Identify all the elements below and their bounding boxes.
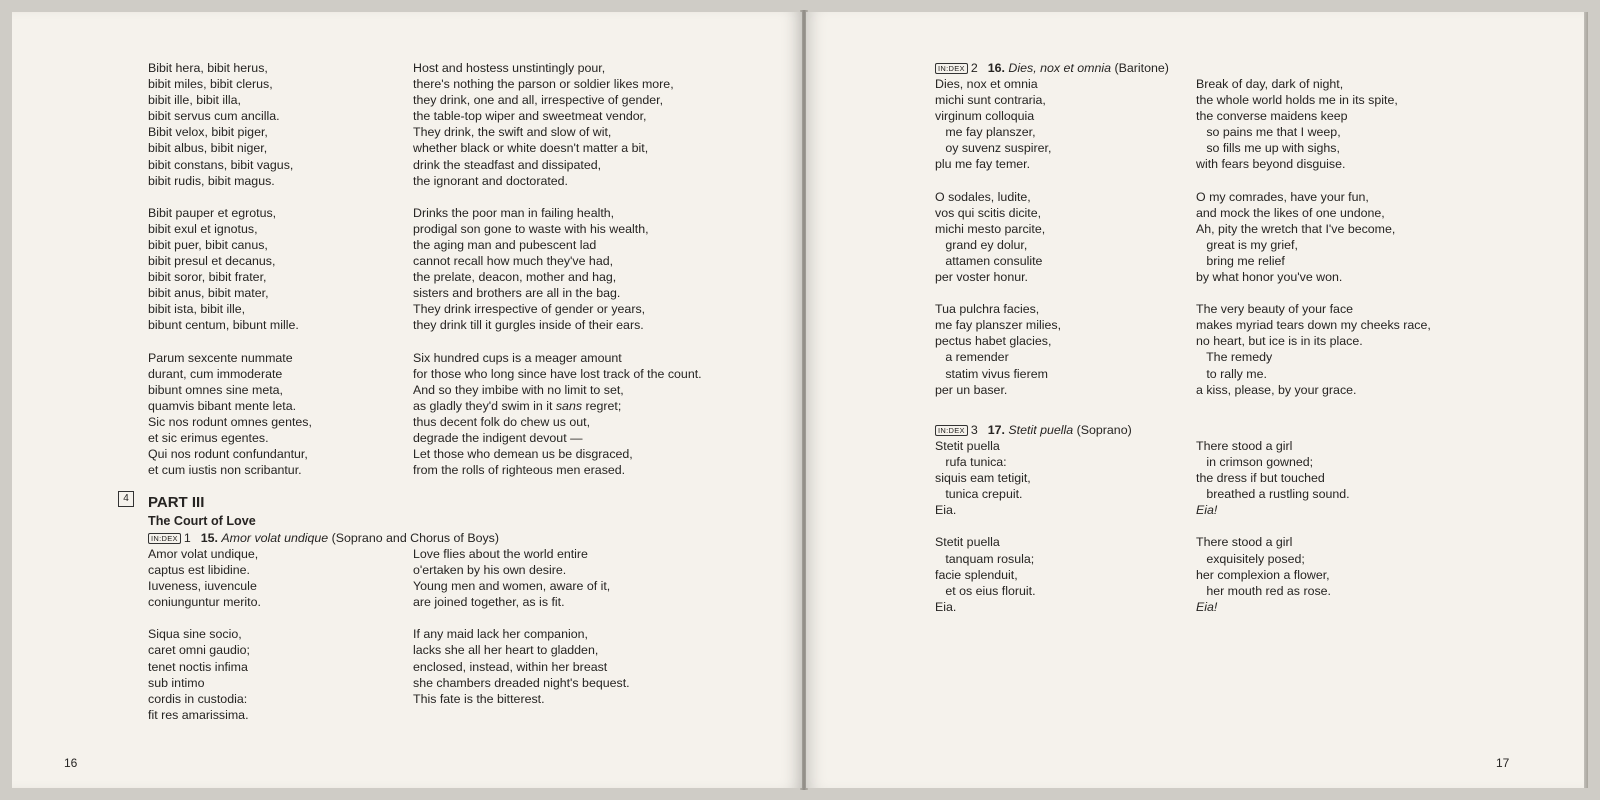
stanza: [935, 189, 1061, 286]
verse-line: and mock the likes of one undone,: [1196, 205, 1385, 220]
right-page: [806, 12, 1584, 788]
stanza: [148, 60, 312, 189]
verse-line: siquis eam tetigit,: [935, 471, 1031, 486]
verse-line: bibit constans, bibit vagus,: [148, 157, 294, 172]
verse-line: et sic erimus egentes.: [148, 430, 269, 445]
verse-line: coniunguntur merito.: [148, 595, 261, 610]
verse-line: Iuveness, iuvencule: [148, 579, 257, 594]
verse-line: the prelate, deacon, mother and hag,: [413, 270, 617, 285]
verse-line: bibunt omnes sine meta,: [148, 382, 283, 397]
track-performers: (Soprano): [1076, 423, 1132, 437]
song-17-latin-column: [935, 438, 1036, 615]
verse-line: bibit ille, bibit illa,: [148, 93, 241, 108]
verse-line: durant, cum immoderate: [148, 366, 283, 381]
verse-line: bibit albus, bibit niger,: [148, 141, 268, 156]
track-title: Dies, nox et omnia: [1008, 61, 1112, 75]
verse-line: the aging man and pubescent lad: [413, 237, 597, 252]
verse-line: tenet noctis infima: [148, 659, 248, 674]
verse-line: thus decent folk do chew us out,: [413, 414, 591, 429]
verse-line: Eia.: [935, 503, 957, 518]
verse-line: Siqua sine socio,: [148, 627, 242, 642]
verse-line: she chambers dreaded night's bequest.: [413, 675, 630, 690]
left-latin-column: [148, 60, 312, 478]
verse-line: Stetit puella: [935, 535, 1000, 550]
verse-line: bibunt centum, bibunt mille.: [148, 318, 299, 333]
verse-line: drink the steadfast and dissipated,: [413, 157, 602, 172]
verse-line: There stood a girl: [1196, 439, 1293, 453]
verse-line: facie splenduit,: [935, 567, 1018, 582]
part-number-box: 4: [118, 491, 134, 507]
left-page: [12, 12, 802, 788]
track-number: 16.: [987, 61, 1005, 75]
verse-line: Tua pulchra facies,: [935, 302, 1040, 317]
verse-line: cannot recall how much they've had,: [413, 254, 614, 269]
track-title: Stetit puella: [1008, 423, 1074, 437]
track-15-heading: [148, 530, 499, 546]
verse-line: with fears beyond disguise.: [1196, 157, 1346, 172]
track-performers: (Baritone): [1114, 61, 1169, 75]
verse-line: O sodales, ludite,: [935, 189, 1031, 204]
verse-line: so fills me up with sighs,: [1196, 141, 1340, 156]
verse-line: vos qui scitis dicite,: [935, 205, 1042, 220]
verse-line: Amor volat undique,: [148, 547, 259, 561]
verse-line: the table-top wiper and sweetmeat vendor,: [413, 109, 647, 124]
verse-line: O my comrades, have your fun,: [1196, 189, 1369, 204]
verse-line: me fay planszer milies,: [935, 318, 1062, 333]
page-number-left: 16: [64, 756, 78, 770]
part-title: PART III: [148, 494, 205, 511]
verse-line: bring me relief: [1196, 253, 1285, 268]
verse-line: bibit puer, bibit canus,: [148, 237, 268, 252]
verse-line: michi sunt contraria,: [935, 93, 1046, 108]
stanza: [1196, 189, 1431, 286]
track-number: 15.: [200, 531, 218, 545]
verse-line: Drinks the poor man in failing health,: [413, 205, 615, 220]
verse-line: Parum sexcente nummate: [148, 350, 293, 365]
verse-line: the dress if but touched: [1196, 471, 1325, 486]
verse-line: as gladly they'd swim in it sans regret;: [413, 398, 622, 413]
track-17-heading: [935, 422, 1132, 438]
verse-line: bibit miles, bibit clerus,: [148, 77, 273, 92]
verse-line: et cum iustis non scribantur.: [148, 463, 302, 478]
verse-line: per voster honur.: [935, 270, 1028, 285]
verse-line: by what honor you've won.: [1196, 270, 1343, 285]
verse-line: Six hundred cups is a meager amount: [413, 350, 622, 365]
verse-line: sisters and brothers are all in the bag.: [413, 286, 621, 301]
verse-line: fit res amarissima.: [148, 707, 249, 722]
verse-line: Eia!: [1196, 503, 1218, 518]
verse-line: a remender: [935, 350, 1009, 365]
stanza: [148, 626, 261, 723]
verse-line: quamvis bibant mente leta.: [148, 398, 297, 413]
verse-line: tanquam rosula;: [935, 551, 1035, 566]
stanza: [1196, 301, 1431, 398]
index-marker-icon: IN:DEX: [935, 63, 968, 74]
stanza: [148, 546, 261, 610]
verse-line: no heart, but ice is in its place.: [1196, 334, 1363, 349]
verse-line: bibit exul et ignotus,: [148, 221, 258, 236]
verse-line: the converse maidens keep: [1196, 109, 1348, 124]
verse-line: attamen consulite: [935, 253, 1043, 268]
verse-line: Bibit velox, bibit piger,: [148, 125, 268, 140]
verse-line: so pains me that I weep,: [1196, 125, 1341, 140]
part-subtitle: The Court of Love: [148, 514, 256, 528]
stanza: [935, 534, 1036, 614]
verse-line: bibit soror, bibit frater,: [148, 270, 267, 285]
track-number: 17.: [987, 423, 1005, 437]
verse-line: And so they imbibe with no limit to set,: [413, 382, 624, 397]
left-english-column: [413, 60, 702, 478]
verse-line: a kiss, please, by your grace.: [1196, 382, 1357, 397]
verse-line: are joined together, as is fit.: [413, 595, 565, 610]
verse-line: breathed a rustling sound.: [1196, 487, 1350, 502]
track-title: Amor volat undique: [221, 531, 329, 545]
verse-line: If any maid lack her companion,: [413, 627, 588, 642]
index-marker-icon: IN:DEX: [935, 425, 968, 436]
verse-line: michi mesto parcite,: [935, 221, 1046, 236]
verse-line: bibit presul et decanus,: [148, 254, 276, 269]
stanza: [1196, 534, 1350, 614]
verse-line: to rally me.: [1196, 366, 1267, 381]
verse-line: for those who long since have lost track of the count.: [413, 366, 702, 381]
verse-line: there's nothing the parson or soldier likes more,: [413, 77, 674, 92]
index-number: 1: [183, 531, 191, 545]
index-number: 3: [970, 423, 978, 437]
index-number: 2: [970, 61, 978, 75]
verse-line: Bibit pauper et egrotus,: [148, 205, 277, 220]
stanza: [148, 350, 312, 479]
verse-line: oy suvenz suspirer,: [935, 141, 1052, 156]
verse-line: They drink irrespective of gender or years,: [413, 302, 646, 317]
verse-line: me fay planszer,: [935, 125, 1036, 140]
stanza: [935, 76, 1061, 173]
stanza: [413, 350, 702, 479]
verse-line: in crimson gowned;: [1196, 455, 1314, 470]
verse-line: bibit anus, bibit mater,: [148, 286, 269, 301]
verse-line: tunica crepuit.: [935, 487, 1023, 502]
verse-line: Bibit hera, bibit herus,: [148, 61, 268, 75]
verse-line: caret omni gaudio;: [148, 643, 250, 658]
verse-line: degrade the indigent devout —: [413, 430, 583, 445]
verse-line: sub intimo: [148, 675, 205, 690]
verse-line: There stood a girl: [1196, 535, 1293, 550]
verse-line: The remedy: [1196, 350, 1273, 365]
song-17-english-column: [1196, 438, 1350, 615]
stanza: [1196, 76, 1431, 173]
verse-line: the whole world holds me in its spite,: [1196, 93, 1398, 108]
verse-line: plu me fay temer.: [935, 157, 1031, 172]
verse-line: they drink, one and all, irrespective of gender,: [413, 93, 664, 108]
verse-line: whether black or white doesn't matter a bit,: [413, 141, 649, 156]
verse-line: This fate is the bitterest.: [413, 691, 545, 706]
verse-line: Sic nos rodunt omnes gentes,: [148, 414, 312, 429]
verse-line: Dies, nox et omnia: [935, 77, 1038, 91]
verse-line: enclosed, instead, within her breast: [413, 659, 608, 674]
stanza: [148, 205, 312, 334]
verse-line: prodigal son gone to waste with his wealth,: [413, 221, 649, 236]
verse-line: Young men and women, aware of it,: [413, 579, 611, 594]
verse-line: from the rolls of righteous men erased.: [413, 463, 626, 478]
verse-line: o'ertaken by his own desire.: [413, 563, 567, 578]
verse-line: bibit servus cum ancilla.: [148, 109, 280, 124]
stanza: [1196, 438, 1350, 518]
verse-line: her mouth red as rose.: [1196, 583, 1331, 598]
stanza: [413, 546, 630, 610]
verse-line: bibit ista, bibit ille,: [148, 302, 246, 317]
verse-line: per un baser.: [935, 382, 1008, 397]
verse-line: makes myriad tears down my cheeks race,: [1196, 318, 1431, 333]
stanza: [413, 60, 702, 189]
verse-line: Host and hostess unstintingly pour,: [413, 61, 606, 75]
verse-line: Let those who demean us be disgraced,: [413, 447, 633, 462]
verse-line: Eia!: [1196, 599, 1218, 614]
stanza: [935, 438, 1036, 518]
verse-line: Qui nos rodunt confundantur,: [148, 447, 308, 462]
verse-line: pectus habet glacies,: [935, 334, 1052, 349]
verse-line: cordis in custodia:: [148, 691, 248, 706]
verse-line: They drink, the swift and slow of wit,: [413, 125, 612, 140]
index-marker-icon: IN:DEX: [148, 533, 181, 544]
song-16-latin-column: [935, 76, 1061, 398]
verse-line: virginum colloquia: [935, 109, 1035, 124]
verse-line: they drink till it gurgles inside of their ears.: [413, 318, 644, 333]
verse-line: statim vivus fierem: [935, 366, 1048, 381]
verse-line: great is my grief,: [1196, 237, 1298, 252]
song-15-english-column: [413, 546, 630, 707]
verse-line: Ah, pity the wretch that I've become,: [1196, 221, 1396, 236]
verse-line: the ignorant and doctorated.: [413, 173, 568, 188]
verse-line: her complexion a flower,: [1196, 567, 1330, 582]
verse-line: exquisitely posed;: [1196, 551, 1305, 566]
verse-line: Love flies about the world entire: [413, 547, 588, 561]
verse-line: lacks she all her heart to gladden,: [413, 643, 599, 658]
song-15-latin-column: [148, 546, 261, 723]
track-16-heading: [935, 60, 1169, 76]
verse-line: et os eius floruit.: [935, 583, 1036, 598]
verse-line: rufa tunica:: [935, 455, 1007, 470]
song-16-english-column: [1196, 76, 1431, 398]
verse-line: grand ey dolur,: [935, 237, 1028, 252]
verse-line: Eia.: [935, 599, 957, 614]
track-performers: (Soprano and Chorus of Boys): [331, 531, 499, 545]
stanza: [413, 205, 702, 334]
stanza: [935, 301, 1061, 398]
page-number-right: 17: [1496, 756, 1510, 770]
verse-line: Break of day, dark of night,: [1196, 77, 1344, 91]
verse-line: captus est libidine.: [148, 563, 250, 578]
verse-line: bibit rudis, bibit magus.: [148, 173, 275, 188]
stanza: [413, 626, 630, 706]
verse-line: Stetit puella: [935, 439, 1000, 453]
verse-line: The very beauty of your face: [1196, 302, 1354, 317]
